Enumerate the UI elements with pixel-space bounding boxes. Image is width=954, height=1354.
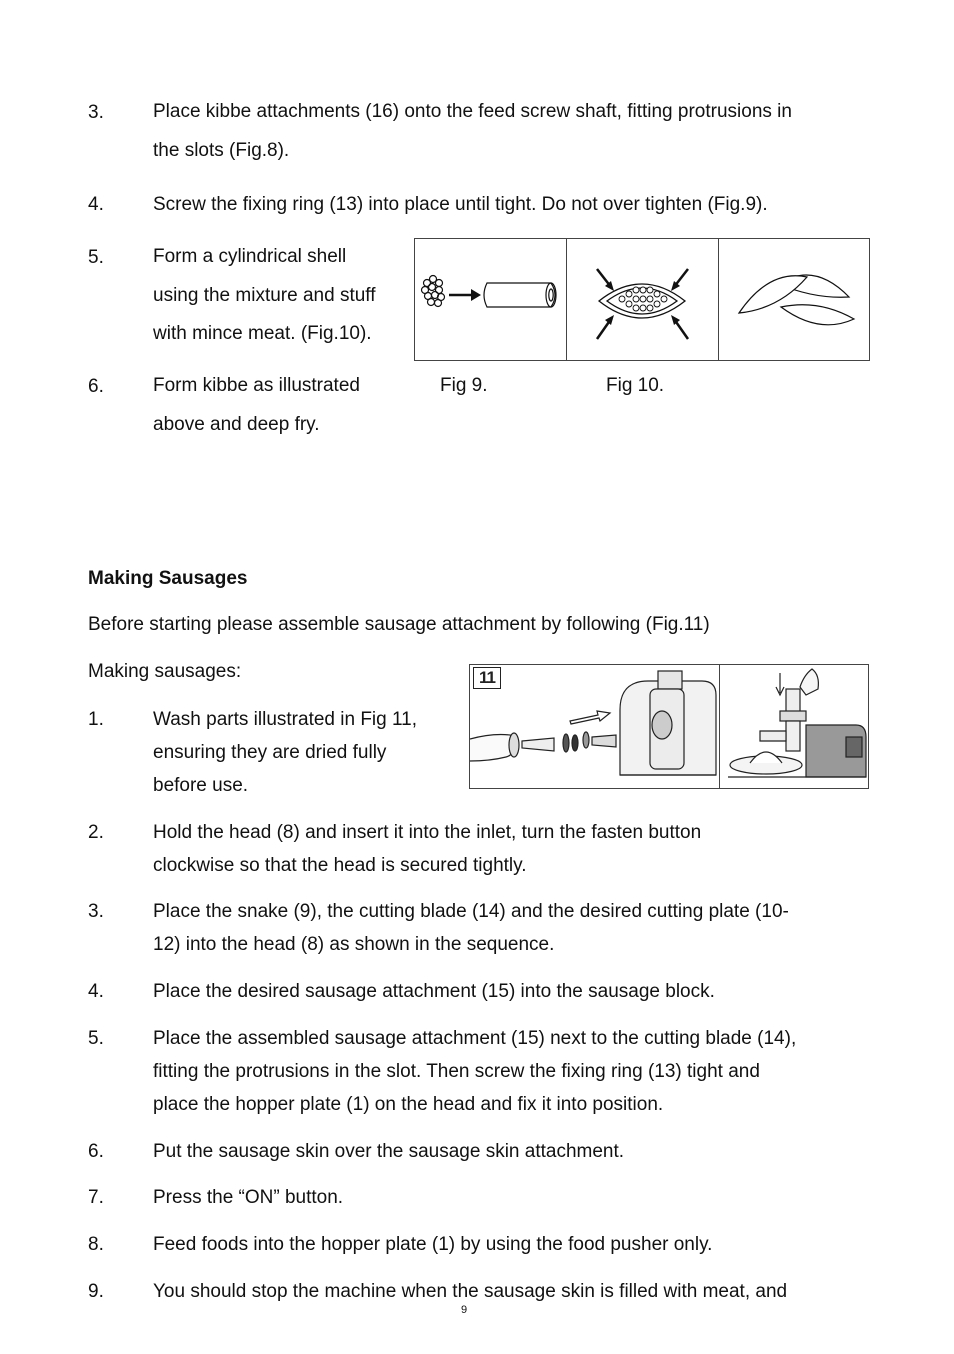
section-heading: Making Sausages bbox=[88, 568, 248, 589]
step-text bbox=[153, 895, 789, 961]
step-number: 4. bbox=[88, 194, 104, 215]
step-text bbox=[153, 188, 768, 221]
step-number: 5. bbox=[88, 1028, 104, 1049]
step-number: 6. bbox=[88, 1141, 104, 1162]
step-line: Place the desired sausage attachment (15) into the sausage block. bbox=[153, 981, 715, 1002]
step-number: 8. bbox=[88, 1234, 104, 1255]
section-subheading: Making sausages: bbox=[88, 661, 242, 682]
step-number: 2. bbox=[88, 822, 104, 843]
step-line: Place the snake (9), the cutting blade (14) and the desired cutting plate (10- bbox=[153, 901, 789, 922]
fig-kibbe-shapes bbox=[718, 239, 870, 360]
step-line: Wash parts illustrated in Fig 11, bbox=[153, 709, 417, 730]
step-line: Screw the fixing ring (13) into place until tight. Do not over tighten (Fig.9). bbox=[153, 194, 768, 215]
fig-9-caption: Fig 9. bbox=[440, 375, 488, 396]
fig-10-caption: Fig 10. bbox=[606, 375, 665, 396]
step-line: Hold the head (8) and insert it into the inlet, turn the fasten button bbox=[153, 822, 702, 843]
step-text bbox=[153, 975, 715, 1008]
fig-11-label: 11 bbox=[473, 667, 501, 689]
fig-meat-to-tube bbox=[415, 239, 565, 360]
step-text bbox=[153, 703, 417, 802]
step-text bbox=[153, 816, 701, 882]
step-text bbox=[153, 367, 360, 444]
step-number: 3. bbox=[88, 901, 104, 922]
step-line: Form a cylindrical shell bbox=[153, 246, 347, 267]
step-number: 1. bbox=[88, 709, 104, 730]
step-line: Form kibbe as illustrated bbox=[153, 375, 360, 396]
fig-sausage-assembly bbox=[470, 665, 718, 788]
fig-shell-forming bbox=[566, 239, 718, 360]
step-line: place the hopper plate (1) on the head and fix it into position. bbox=[153, 1094, 664, 1115]
step-text bbox=[153, 238, 376, 354]
step-line: before use. bbox=[153, 775, 249, 796]
step-line: Place kibbe attachments (16) onto the feed screw shaft, fitting protrusions in bbox=[153, 101, 792, 122]
step-line: Press the “ON” button. bbox=[153, 1187, 344, 1208]
step-number: 4. bbox=[88, 981, 104, 1002]
sausage-figure bbox=[469, 664, 869, 789]
kibbe-figure bbox=[414, 238, 870, 361]
step-line: fitting the protrusions in the slot. Then screw the fixing ring (13) tight and bbox=[153, 1061, 760, 1082]
step-number: 9. bbox=[88, 1281, 104, 1302]
step-line: above and deep fry. bbox=[153, 413, 320, 435]
step-number: 6. bbox=[88, 376, 104, 397]
step-text bbox=[153, 1275, 787, 1308]
step-line: using the mixture and stuff bbox=[153, 284, 376, 306]
step-line: 12) into the head (8) as shown in the sequence. bbox=[153, 934, 555, 955]
step-text bbox=[153, 1228, 712, 1261]
step-line: You should stop the machine when the sausage skin is filled with meat, and bbox=[153, 1281, 788, 1302]
step-line: clockwise so that the head is secured tightly. bbox=[153, 855, 527, 876]
step-line: Feed foods into the hopper plate (1) by using the food pusher only. bbox=[153, 1234, 713, 1255]
step-line: ensuring they are dried fully bbox=[153, 742, 387, 763]
step-text bbox=[153, 1181, 343, 1214]
step-line: Put the sausage skin over the sausage skin attachment. bbox=[153, 1141, 625, 1162]
section-intro: Before starting please assemble sausage attachment by following (Fig.11) bbox=[88, 614, 710, 635]
page-number: 9 bbox=[461, 1304, 468, 1316]
step-text bbox=[153, 1135, 624, 1168]
step-line: with mince meat. (Fig.10). bbox=[153, 323, 372, 344]
step-line: Place the assembled sausage attachment (15) next to the cutting blade (14), bbox=[153, 1028, 797, 1049]
step-line: the slots (Fig.8). bbox=[153, 139, 290, 161]
step-number: 5. bbox=[88, 247, 104, 268]
fig-sausage-machine bbox=[719, 665, 869, 788]
step-text bbox=[153, 93, 792, 170]
step-number: 3. bbox=[88, 102, 104, 123]
step-number: 7. bbox=[88, 1187, 104, 1208]
step-text bbox=[153, 1022, 796, 1121]
